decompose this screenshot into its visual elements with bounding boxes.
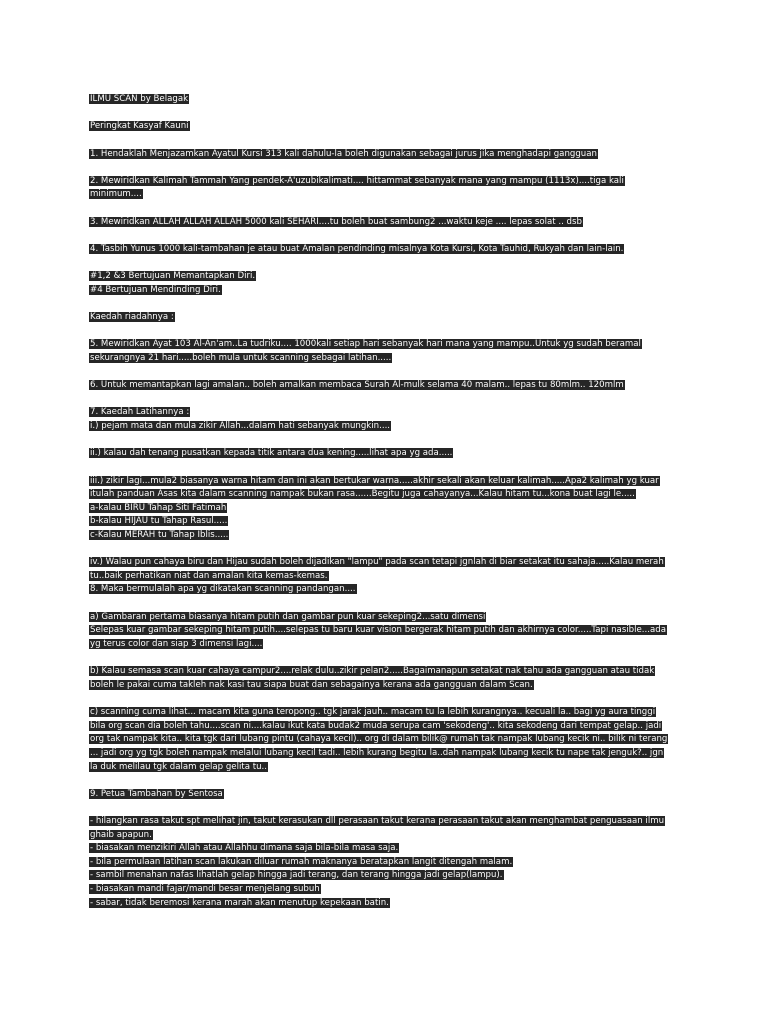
text-line: ii.) kalau dah tenang pusatkan kepada titik antara dua kening.....lihat apa yg ada..... [90, 448, 453, 458]
text-line: 1. Hendaklah Menjazamkan Ayatul Kursi 313 kali dahulu-la boleh digunakan sebagai jurus jika menghadapi gangguan [90, 149, 597, 159]
text-line: 2. Mewiridkan Kalimah Tammah Yang pendek-A'uzubikalimati.... hittammat sebanyak mana yang mampu (1113x)....tiga kali [90, 176, 624, 186]
text-line: a) Gambaran pertama biasanya hitam putih dan gambar pun kuar sekeping2...satu dimensi [90, 612, 486, 622]
text-line: - hilangkan rasa takut spt melihat jin, takut kerasukan dll perasaan takut kerana perasaan takut akan menghambat penguasaan ilmu [90, 816, 665, 826]
text-line: la duk melilau tgk dalam gelap gelita tu.. [90, 762, 268, 772]
text-line: b) Kalau semasa scan kuar cahaya campur2....relak dulu..zikir pelan2.....Bagaimanapun setakat nak tahu ada gangguan atau tidak [90, 666, 655, 676]
text-line: 4. Tasbih Yunus 1000 kali-tambahan je atau buat Amalan pendinding misalnya Kota Kursi, Kota Tauhid, Rukyah dan lain-lain. [90, 244, 624, 254]
text-line: Kaedah riadahnya : [90, 312, 174, 322]
text-line: #1,2 &3 Bertujuan Memantapkan Diri. [90, 271, 256, 281]
text-line: sekurangnya 21 hari.....boleh mula untuk scanning sebagai latihan..... [90, 353, 392, 363]
text-line: yg terus color dan siap 3 dimensi lagi.... [90, 639, 263, 649]
text-line: - sambil menahan nafas lihatlah gelap hingga jadi terang, dan terang hingga jadi gelap(lampu). [90, 870, 503, 880]
text-line: iii.) zikir lagi...mula2 biasanya warna hitam dan ini akan bertukar warna.....akhir sekali akan keluar kalimah.....Apa2 kalimah yg kuar [90, 476, 659, 486]
text-line: ghaib apapun. [90, 830, 152, 840]
text-line: boleh le pakai cuma takleh nak kasi tau siapa buat dan sebagainya kerana ada gangguan dalam Scan. [90, 680, 533, 690]
text-line: Peringkat Kasyaf Kauni [90, 121, 189, 131]
text-line: c) scanning cuma lihat... macam kita guna teropong.. tgk jarak jauh.. macam tu la lebih kurangnya.. kecuali la.. bagi yg aura tinggi [90, 707, 656, 717]
text-line: 7. Kaedah Latihannya : [90, 407, 190, 417]
text-line: - biasakan mandi fajar/mandi besar menjelang subuh [90, 884, 320, 894]
text-line: iv.) Walau pun cahaya biru dan Hijau sudah boleh dijadikan "lampu" pada scan tetapi jgnlah di biar setakat itu sahaja.....Kalau merah [90, 557, 664, 567]
text-line: ... jadi org yg tgk boleh nampak melalui lubang kecil tadi.. lebih kurang begitu la..dah nampak lubang kecik tu nape tak jenguk?.. jgn [90, 748, 664, 758]
text-line: a-kalau BIRU Tahap Siti Fatimah [90, 503, 227, 513]
text-line: c-Kalau MERAH tu Tahap Iblis..... [90, 530, 229, 540]
text-line: b-kalau HIJAU tu Tahap Rasul..... [90, 516, 228, 526]
text-line: 9. Petua Tambahan by Sentosa [90, 789, 223, 799]
text-line: 5. Mewiridkan Ayat 103 Al-An'am..La tudriku.... 1000kali setiap hari sebanyak hari mana yang mampu..Untuk yg sudah beramal [90, 339, 641, 349]
text-line: #4 Bertujuan Mendinding Diri. [90, 285, 221, 295]
text-line: minimum.... [90, 189, 142, 199]
text-line: itulah panduan Asas kita dalam scanning nampak bukan rasa......Begitu juga cahayanya...Kalau hitam tu...kona buat lagi le..... [90, 489, 635, 499]
text-line: - bila permulaan latihan scan lakukan diluar rumah maknanya beratapkan langit ditengah malam. [90, 857, 513, 867]
text-line: bila org scan dia boleh tahu....scan ni....kalau ikut kata budak2 muda serupa cam 'sekodeng'.. kita sekodeng dari tempat gelap.. jadi [90, 721, 662, 731]
text-line: 6. Untuk memantapkan lagi amalan.. boleh amalkan membaca Surah Al-mulk selama 40 malam.. lepas tu 80mlm.. 120mlm [90, 380, 624, 390]
text-line: 3. Mewiridkan ALLAH ALLAH ALLAH 5000 kali SEHARI....tu boleh buat sambung2 ...waktu keje .... lepas solat .. dsb [90, 217, 582, 227]
doc-title: ILMU SCAN by Belagak [90, 94, 189, 104]
text-line: i.) pejam mata dan mula zikir Allah...dalam hati sebanyak mungkin.... [90, 421, 391, 431]
text-line: - sabar, tidak beremosi kerana marah akan menutup kepekaan batin. [90, 898, 389, 908]
text-line: org tak nampak kita.. kita tgk dari lubang pintu (cahaya kecil).. org di dalam bilik@ rumah tak nampak lubang kecik ni.. bilik ni terang [90, 734, 668, 744]
text-line: - biasakan menzikiri Allah atau Allahhu dimana saja bila-bila masa saja. [90, 843, 399, 853]
text-line: 8. Maka bermulalah apa yg dikatakan scanning pandangan.... [90, 584, 356, 594]
text-line: tu..baik perhatikan niat dan amalan kita kemas-kemas. [90, 571, 328, 581]
text-line: Selepas kuar gambar sekeping hitam putih....selepas tu baru kuar vision bergerak hitam putih dan akhirnya color.....Tapi nasible...ada [90, 625, 666, 635]
